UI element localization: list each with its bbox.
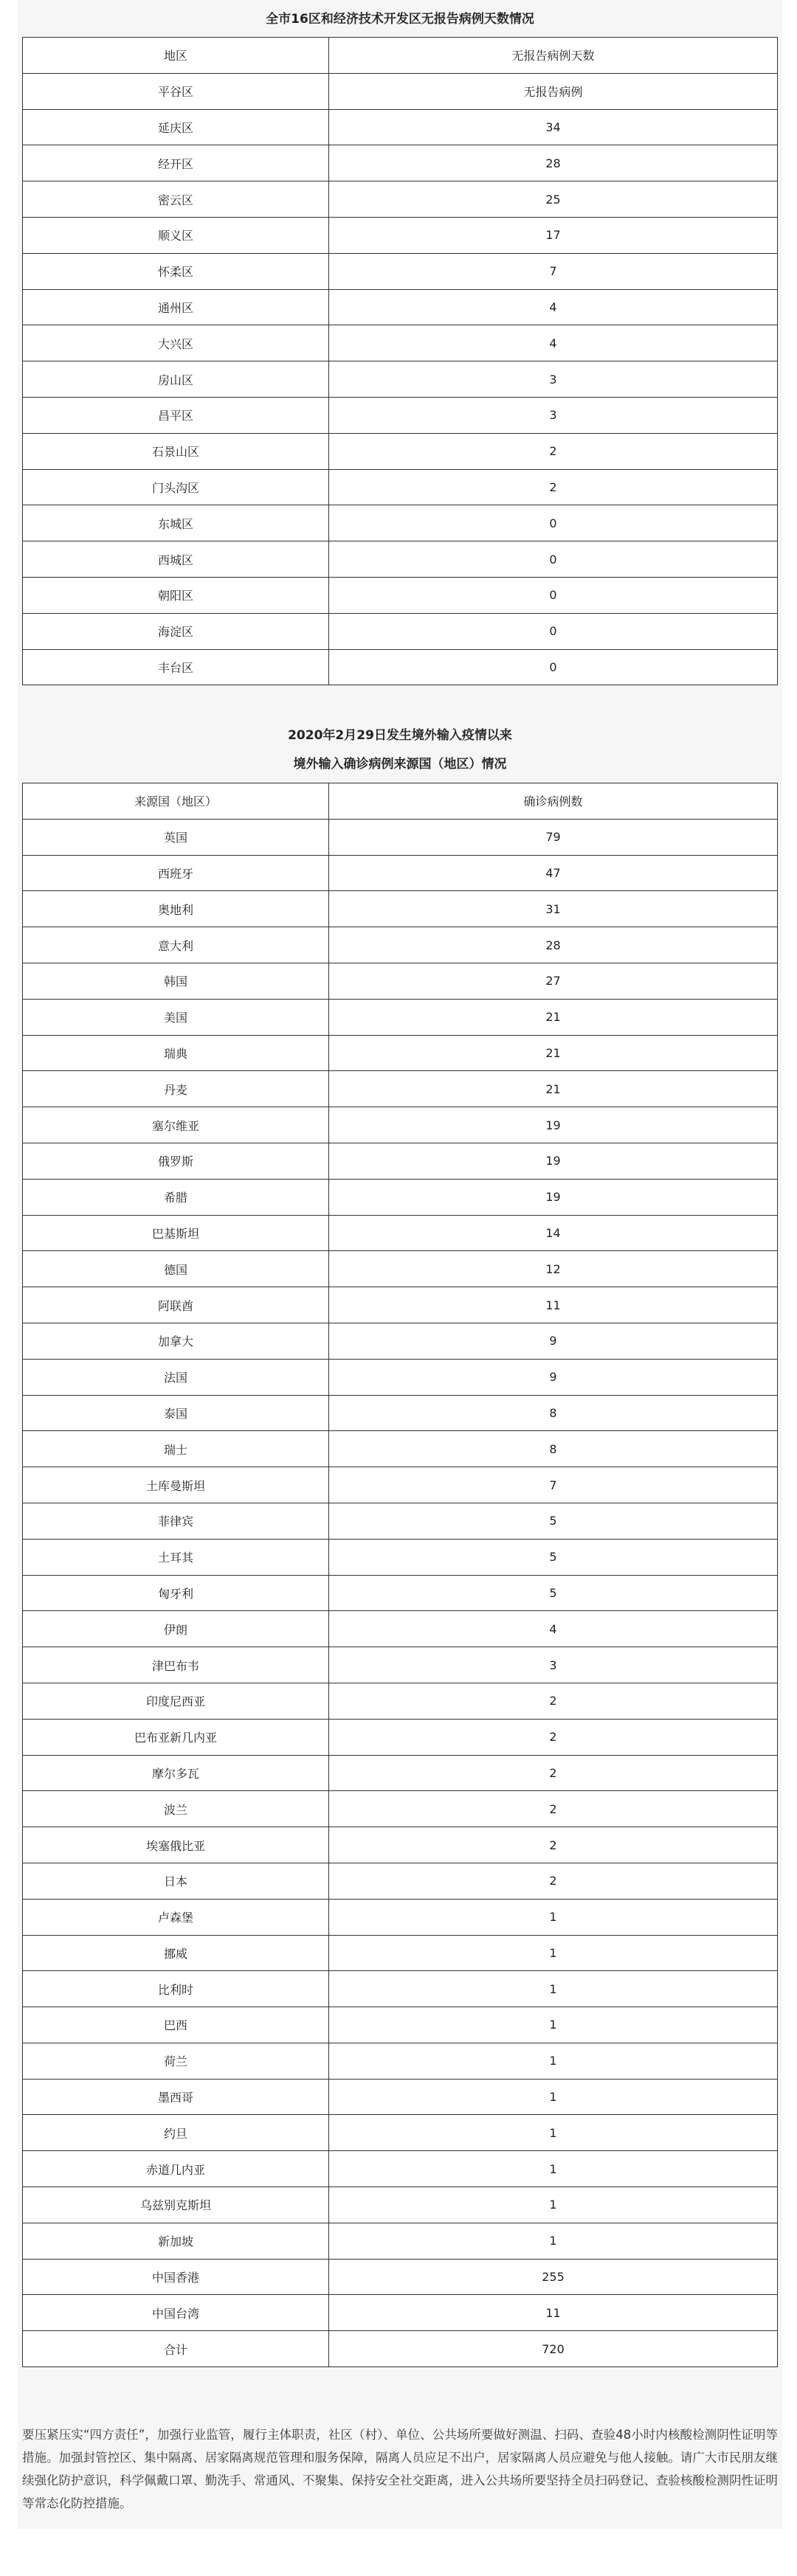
region-cell: 比利时 bbox=[23, 1971, 329, 2007]
region-cell: 延庆区 bbox=[23, 109, 329, 145]
value-cell: 720 bbox=[329, 2331, 778, 2367]
column-header: 地区 bbox=[23, 38, 329, 74]
region-cell: 日本 bbox=[23, 1863, 329, 1899]
value-cell: 12 bbox=[329, 1251, 778, 1287]
region-cell: 泰国 bbox=[23, 1395, 329, 1431]
region-cell: 埃塞俄比亚 bbox=[23, 1827, 329, 1863]
article-content bbox=[18, 0, 782, 2529]
value-cell: 1 bbox=[329, 1971, 778, 2007]
value-cell: 4 bbox=[329, 1611, 778, 1647]
value-cell: 2 bbox=[329, 433, 778, 469]
value-cell: 1 bbox=[329, 2079, 778, 2115]
value-cell: 19 bbox=[329, 1107, 778, 1143]
value-cell: 19 bbox=[329, 1179, 778, 1215]
table-header-row bbox=[23, 783, 778, 820]
region-cell: 荷兰 bbox=[23, 2043, 329, 2079]
region-cell: 俄罗斯 bbox=[23, 1143, 329, 1179]
table2-title-line1: 2020年2月29日发生境外输入疫情以来 bbox=[288, 728, 512, 743]
region-cell: 大兴区 bbox=[23, 325, 329, 361]
value-cell: 34 bbox=[329, 109, 778, 145]
region-cell: 朝阳区 bbox=[23, 577, 329, 613]
table-row bbox=[23, 109, 778, 145]
table-row bbox=[23, 2223, 778, 2259]
region-cell: 丹麦 bbox=[23, 1071, 329, 1107]
table-row bbox=[23, 253, 778, 289]
value-cell: 1 bbox=[329, 2223, 778, 2259]
imported-cases-table bbox=[22, 783, 778, 2367]
value-cell: 2 bbox=[329, 1791, 778, 1827]
table-row bbox=[23, 73, 778, 109]
value-cell: 1 bbox=[329, 2187, 778, 2223]
region-cell: 石景山区 bbox=[23, 433, 329, 469]
region-cell: 西班牙 bbox=[23, 855, 329, 891]
region-cell: 法国 bbox=[23, 1359, 329, 1395]
table-row bbox=[23, 1647, 778, 1683]
table-row bbox=[23, 999, 778, 1035]
table-row bbox=[23, 145, 778, 181]
table-row bbox=[23, 433, 778, 469]
region-cell: 昌平区 bbox=[23, 397, 329, 433]
value-cell: 1 bbox=[329, 1899, 778, 1935]
table-row bbox=[23, 649, 778, 685]
table-row bbox=[23, 1755, 778, 1791]
value-cell: 255 bbox=[329, 2259, 778, 2295]
table-row bbox=[23, 1395, 778, 1431]
value-cell: 1 bbox=[329, 2151, 778, 2187]
region-cell: 中国香港 bbox=[23, 2259, 329, 2295]
region-cell: 美国 bbox=[23, 999, 329, 1035]
region-cell: 平谷区 bbox=[23, 73, 329, 109]
value-cell: 1 bbox=[329, 2007, 778, 2043]
value-cell: 2 bbox=[329, 1863, 778, 1899]
table-row bbox=[23, 2331, 778, 2367]
value-cell: 1 bbox=[329, 1935, 778, 1971]
table-row bbox=[23, 1467, 778, 1503]
table-row bbox=[23, 2187, 778, 2223]
table-row bbox=[23, 855, 778, 891]
region-cell: 瑞典 bbox=[23, 1035, 329, 1071]
table-row bbox=[23, 1719, 778, 1755]
value-cell: 2 bbox=[329, 469, 778, 505]
value-cell: 0 bbox=[329, 613, 778, 649]
region-cell: 房山区 bbox=[23, 361, 329, 398]
region-cell: 巴布亚新几内亚 bbox=[23, 1719, 329, 1755]
region-cell: 瑞士 bbox=[23, 1431, 329, 1467]
region-cell: 阿联酋 bbox=[23, 1287, 329, 1323]
value-cell: 5 bbox=[329, 1503, 778, 1539]
region-cell: 波兰 bbox=[23, 1791, 329, 1827]
value-cell: 47 bbox=[329, 855, 778, 891]
table-header-row bbox=[23, 38, 778, 74]
table2-title-line2: 境外输入确诊病例来源国（地区）情况 bbox=[293, 757, 507, 772]
table-row bbox=[23, 2043, 778, 2079]
region-cell: 意大利 bbox=[23, 927, 329, 963]
region-cell: 卢森堡 bbox=[23, 1899, 329, 1935]
region-cell: 巴基斯坦 bbox=[23, 1215, 329, 1251]
region-cell: 加拿大 bbox=[23, 1323, 329, 1359]
table-row bbox=[23, 2259, 778, 2295]
region-cell: 土库曼斯坦 bbox=[23, 1467, 329, 1503]
value-cell: 3 bbox=[329, 1647, 778, 1683]
value-cell: 0 bbox=[329, 649, 778, 685]
value-cell: 0 bbox=[329, 505, 778, 541]
region-cell: 约旦 bbox=[23, 2115, 329, 2151]
region-cell: 经开区 bbox=[23, 145, 329, 181]
table-row bbox=[23, 927, 778, 963]
region-cell: 墨西哥 bbox=[23, 2079, 329, 2115]
value-cell: 21 bbox=[329, 1035, 778, 1071]
table-row bbox=[23, 505, 778, 541]
table-row bbox=[23, 1683, 778, 1719]
value-cell: 9 bbox=[329, 1359, 778, 1395]
no-case-days-table bbox=[22, 37, 778, 685]
table-row bbox=[23, 1935, 778, 1971]
table-row bbox=[23, 1143, 778, 1179]
table-row bbox=[23, 963, 778, 999]
region-cell: 丰台区 bbox=[23, 649, 329, 685]
value-cell: 2 bbox=[329, 1719, 778, 1755]
table-row bbox=[23, 1503, 778, 1539]
region-cell: 新加坡 bbox=[23, 2223, 329, 2259]
value-cell: 25 bbox=[329, 181, 778, 218]
region-cell: 中国台湾 bbox=[23, 2295, 329, 2331]
table-row bbox=[23, 1251, 778, 1287]
table-row bbox=[23, 1035, 778, 1071]
region-cell: 合计 bbox=[23, 2331, 329, 2367]
region-cell: 巴西 bbox=[23, 2007, 329, 2043]
value-cell: 8 bbox=[329, 1431, 778, 1467]
region-cell: 赤道几内亚 bbox=[23, 2151, 329, 2187]
value-cell: 28 bbox=[329, 927, 778, 963]
region-cell: 怀柔区 bbox=[23, 253, 329, 289]
region-cell: 德国 bbox=[23, 1251, 329, 1287]
region-cell: 印度尼西亚 bbox=[23, 1683, 329, 1719]
value-cell: 4 bbox=[329, 325, 778, 361]
region-cell: 顺义区 bbox=[23, 217, 329, 253]
table-row bbox=[23, 1071, 778, 1107]
value-cell: 7 bbox=[329, 253, 778, 289]
value-cell: 1 bbox=[329, 2043, 778, 2079]
table-row bbox=[23, 1863, 778, 1899]
table-row bbox=[23, 613, 778, 649]
value-cell: 28 bbox=[329, 145, 778, 181]
region-cell: 门头沟区 bbox=[23, 469, 329, 505]
value-cell: 79 bbox=[329, 819, 778, 855]
table-row bbox=[23, 469, 778, 505]
table-row bbox=[23, 1611, 778, 1647]
value-cell: 21 bbox=[329, 999, 778, 1035]
table-row bbox=[23, 181, 778, 218]
table-row bbox=[23, 217, 778, 253]
column-header: 来源国（地区） bbox=[23, 783, 329, 820]
region-cell: 奥地利 bbox=[23, 891, 329, 927]
table-row bbox=[23, 819, 778, 855]
table-row bbox=[23, 1359, 778, 1395]
bottom-blank-area bbox=[0, 2529, 797, 2576]
value-cell: 1 bbox=[329, 2115, 778, 2151]
value-cell: 14 bbox=[329, 1215, 778, 1251]
table-row bbox=[23, 541, 778, 578]
region-cell: 菲律宾 bbox=[23, 1503, 329, 1539]
region-cell: 海淀区 bbox=[23, 613, 329, 649]
region-cell: 希腊 bbox=[23, 1179, 329, 1215]
region-cell: 英国 bbox=[23, 819, 329, 855]
table1-title: 全市16区和经济技术开发区无报告病例天数情况 bbox=[266, 12, 534, 27]
value-cell: 7 bbox=[329, 1467, 778, 1503]
value-cell: 2 bbox=[329, 1683, 778, 1719]
table-row bbox=[23, 2151, 778, 2187]
column-header: 无报告病例天数 bbox=[329, 38, 778, 74]
table-row bbox=[23, 1539, 778, 1575]
region-cell: 韩国 bbox=[23, 963, 329, 999]
value-cell: 5 bbox=[329, 1539, 778, 1575]
table-row bbox=[23, 1791, 778, 1827]
table-row bbox=[23, 361, 778, 398]
value-cell: 27 bbox=[329, 963, 778, 999]
value-cell: 0 bbox=[329, 541, 778, 578]
table-row bbox=[23, 1287, 778, 1323]
region-cell: 西城区 bbox=[23, 541, 329, 578]
value-cell: 无报告病例 bbox=[329, 73, 778, 109]
column-header: 确诊病例数 bbox=[329, 783, 778, 820]
value-cell: 8 bbox=[329, 1395, 778, 1431]
table-row bbox=[23, 325, 778, 361]
value-cell: 17 bbox=[329, 217, 778, 253]
table-row bbox=[23, 1107, 778, 1143]
region-cell: 土耳其 bbox=[23, 1539, 329, 1575]
region-cell: 密云区 bbox=[23, 181, 329, 218]
table-row bbox=[23, 1179, 778, 1215]
table-row bbox=[23, 397, 778, 433]
region-cell: 通州区 bbox=[23, 289, 329, 325]
table-row bbox=[23, 1215, 778, 1251]
table-row bbox=[23, 1971, 778, 2007]
table-row bbox=[23, 1575, 778, 1611]
value-cell: 2 bbox=[329, 1827, 778, 1863]
table-row bbox=[23, 891, 778, 927]
value-cell: 21 bbox=[329, 1071, 778, 1107]
table-row bbox=[23, 2295, 778, 2331]
region-cell: 挪威 bbox=[23, 1935, 329, 1971]
table-row bbox=[23, 1431, 778, 1467]
region-cell: 东城区 bbox=[23, 505, 329, 541]
value-cell: 3 bbox=[329, 361, 778, 398]
value-cell: 31 bbox=[329, 891, 778, 927]
region-cell: 匈牙利 bbox=[23, 1575, 329, 1611]
table-row bbox=[23, 1323, 778, 1359]
value-cell: 3 bbox=[329, 397, 778, 433]
value-cell: 0 bbox=[329, 577, 778, 613]
table-row bbox=[23, 2079, 778, 2115]
table-row bbox=[23, 1899, 778, 1935]
region-cell: 津巴布韦 bbox=[23, 1647, 329, 1683]
table-row bbox=[23, 577, 778, 613]
value-cell: 5 bbox=[329, 1575, 778, 1611]
region-cell: 伊朗 bbox=[23, 1611, 329, 1647]
value-cell: 2 bbox=[329, 1755, 778, 1791]
region-cell: 乌兹别克斯坦 bbox=[23, 2187, 329, 2223]
value-cell: 19 bbox=[329, 1143, 778, 1179]
value-cell: 9 bbox=[329, 1323, 778, 1359]
region-cell: 摩尔多瓦 bbox=[23, 1755, 329, 1791]
value-cell: 11 bbox=[329, 1287, 778, 1323]
region-cell: 塞尔维亚 bbox=[23, 1107, 329, 1143]
prevention-notice-paragraph: 要压紧压实“四方责任”，加强行业监管，履行主体职责，社区（村）、单位、公共场所要做好测温、扫码、查验48小时内核酸检测阴性证明等措施。加强封管控区、集中隔离、居家隔离规范管理和服务保障，隔离人员应足不出户，居家隔离人员应避免与他人接触。请广大市民朋友继续强化防护意识，科学佩戴口罩、勤洗手、常通风、不聚集、保持安全社交距离，进入公共场所要坚持全员扫码登记、查验核酸检测阴性证明等常态化防控措施。 bbox=[22, 2428, 778, 2510]
table-row bbox=[23, 1827, 778, 1863]
table-row bbox=[23, 2115, 778, 2151]
value-cell: 11 bbox=[329, 2295, 778, 2331]
value-cell: 4 bbox=[329, 289, 778, 325]
table-row bbox=[23, 2007, 778, 2043]
table-row bbox=[23, 289, 778, 325]
